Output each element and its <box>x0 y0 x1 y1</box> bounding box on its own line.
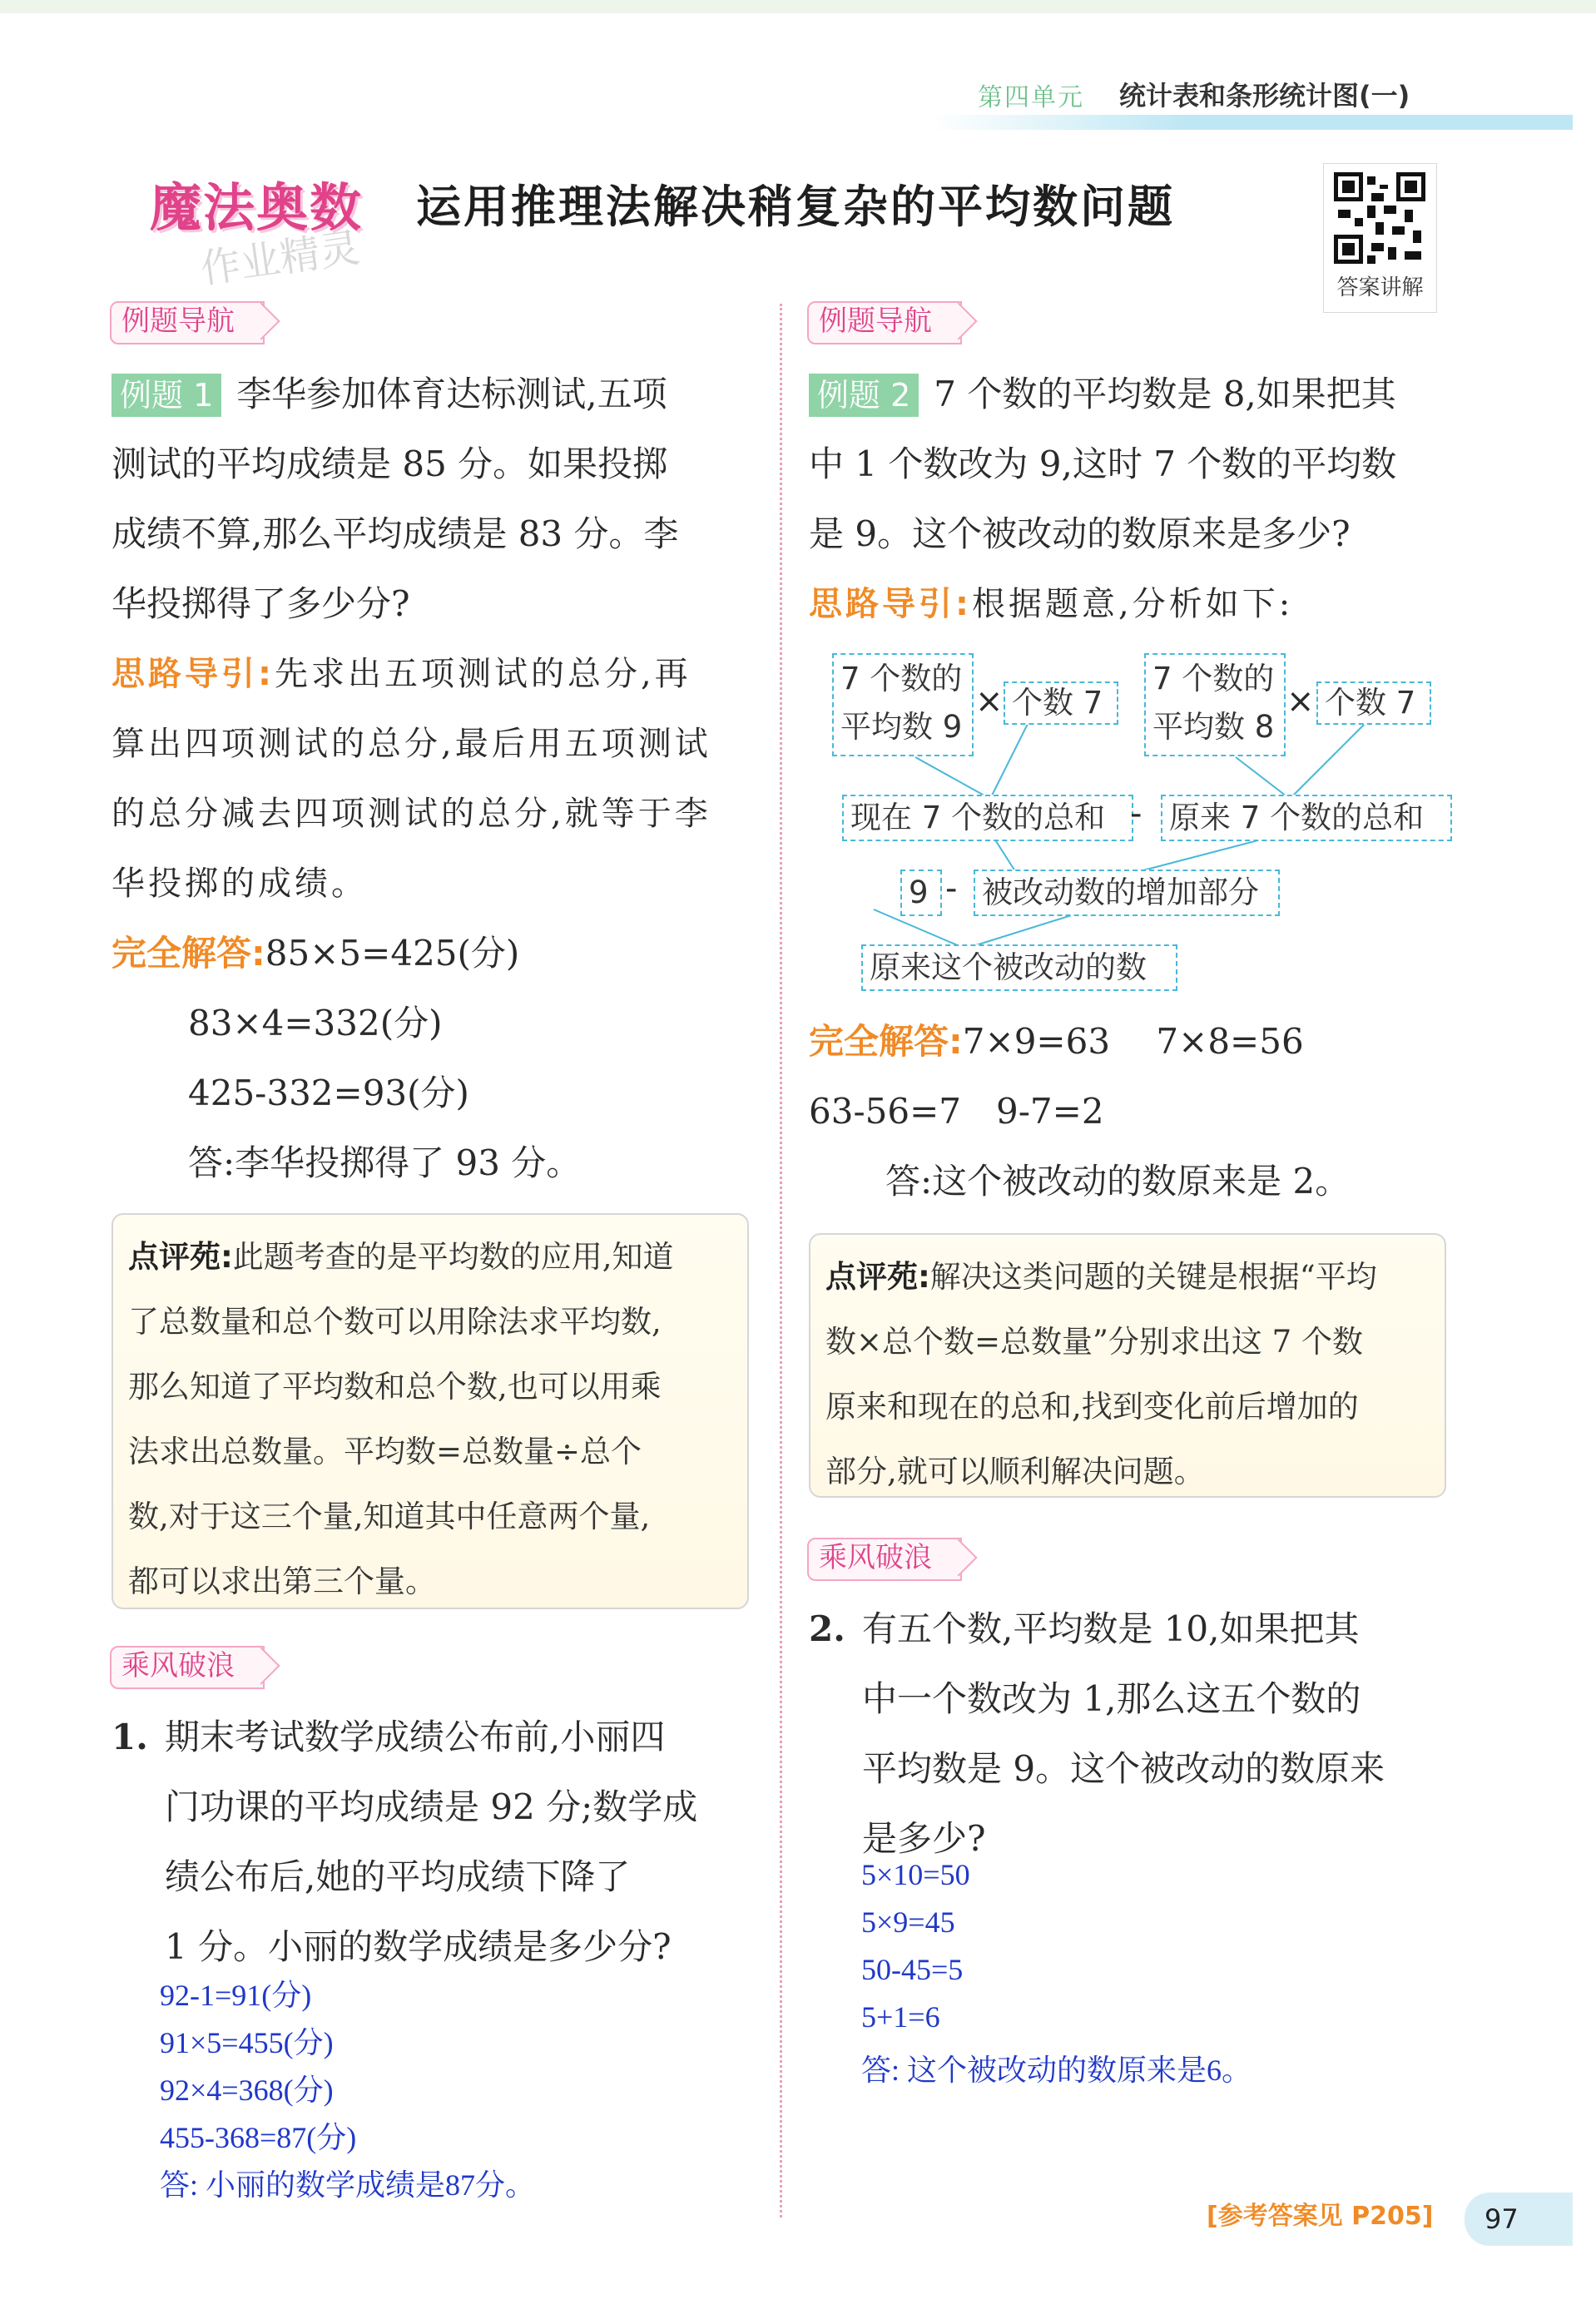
box-avg-9 <box>832 653 974 756</box>
comment-2-title: 点评苑: <box>825 1259 930 1295</box>
hint-1-text: 先求出五项测试的总分,再 <box>275 655 691 693</box>
answer-1-line: 425-332=93(分) <box>188 1073 469 1113</box>
question-1-text: 门功课的平均成绩是 92 分;数学成 <box>165 1786 698 1827</box>
question-1-text: 绩公布后,她的平均成绩下降了 <box>165 1856 631 1897</box>
top-band <box>0 0 1596 13</box>
q1-work-line: 答: 小丽的数学成绩是87分。 <box>160 2168 536 2202</box>
box-avg-9-line: 平均数 9 <box>840 709 963 745</box>
column-divider <box>780 304 782 2217</box>
chapter-title: 统计表和条形统计图(一) <box>1119 80 1410 111</box>
answer-2-label: 完全解答: <box>809 1021 963 1062</box>
comment-1-text: 了总数量和总个数可以用除法求平均数, <box>128 1304 662 1340</box>
question-1-answer <box>160 1972 742 2222</box>
tag-example-nav-left: 例题导航 <box>110 301 265 344</box>
times-symbol: × <box>1286 682 1315 721</box>
box-avg-9-line: 7 个数的 <box>840 661 963 696</box>
example-1-text: 华投掷得了多少分? <box>112 583 410 624</box>
box-original-total: 原来 7 个数的总和 <box>1161 795 1452 841</box>
comment-box-2 <box>809 1233 1446 1498</box>
page-title: 运用推理法解决稍复杂的平均数问题 <box>416 181 1175 233</box>
example-2-label: 例题 2 <box>809 374 919 417</box>
box-increase: 被改动数的增加部分 <box>974 870 1280 916</box>
answer-1-line: 答:李华投掷得了 93 分。 <box>188 1142 582 1183</box>
comment-2-text: 原来和现在的总和,找到变化前后增加的 <box>825 1389 1359 1425</box>
answer-1 <box>112 919 761 1198</box>
example-2-text: 是 9。这个被改动的数原来是多少? <box>809 513 1351 554</box>
hint-1 <box>112 639 761 919</box>
comment-1-text: 数,对于这三个量,知道其中任意两个量, <box>128 1499 651 1534</box>
box-avg-8-line: 平均数 8 <box>1152 709 1275 745</box>
box-current-total: 现在 7 个数的总和 <box>842 795 1133 841</box>
answer-reference: [参考答案见 P205] <box>1207 2202 1434 2231</box>
comment-1-text: 此题考查的是平均数的应用,知道 <box>232 1239 674 1275</box>
comment-1-text: 那么知道了平均数和总个数,也可以用乘 <box>128 1369 662 1405</box>
example-1-first-line <box>112 359 667 429</box>
hint-1-text: 的总分减去四项测试的总分,就等于李 <box>112 795 711 833</box>
q1-work-line: 455-368=87(分) <box>160 2121 357 2154</box>
question-2 <box>809 1594 1458 1877</box>
q2-work-line: 5+1=6 <box>861 2000 940 2034</box>
example-1-text: 李华参加体育达标测试,五项 <box>236 374 667 414</box>
example-1-label: 例题 1 <box>112 374 221 417</box>
q2-work-line: 5×9=45 <box>861 1905 955 1939</box>
box-count-7-b: 个数 7 <box>1316 681 1431 725</box>
header-stripe <box>932 115 1573 130</box>
comment-1-title: 点评苑: <box>128 1239 233 1275</box>
comment-1-text: 都可以求出第三个量。 <box>128 1563 436 1599</box>
hint-1-text: 华投掷的成绩。 <box>112 865 368 903</box>
hint-2-text: 根据题意,分析如下: <box>972 585 1294 623</box>
q1-work-line: 91×5=455(分) <box>160 2026 334 2059</box>
box-avg-8-line: 7 个数的 <box>1152 661 1275 696</box>
question-2-number: 2. <box>809 1608 845 1649</box>
hint-2-label: 思路导引: <box>809 585 972 623</box>
box-avg-8 <box>1144 653 1286 756</box>
example-1 <box>112 359 761 639</box>
box-original-number: 原来这个被改动的数 <box>861 944 1177 991</box>
example-1-text: 测试的平均成绩是 85 分。如果投掷 <box>112 443 668 484</box>
qr-code-panel[interactable] <box>1323 163 1437 313</box>
q1-work-line: 92×4=368(分) <box>160 2074 334 2107</box>
answer-2-line: 7×9=63 7×8=56 <box>962 1021 1304 1062</box>
hint-1-label: 思路导引: <box>112 655 275 693</box>
question-2-answer <box>861 1857 1444 2107</box>
tag-example-nav-right: 例题导航 <box>807 301 962 344</box>
watermark: 作业精灵 <box>197 224 363 294</box>
answer-1-line: 85×5=425(分) <box>265 933 520 974</box>
example-2-text: 中 1 个数改为 9,这时 7 个数的平均数 <box>809 443 1397 484</box>
question-1-number: 1. <box>112 1717 148 1757</box>
hint-2 <box>809 569 1458 639</box>
q2-work-line: 答: 这个被改动的数原来是6。 <box>861 2054 1252 2087</box>
page-number: 97 <box>1465 2193 1573 2246</box>
comment-2-text: 部分,就可以顺利解决问题。 <box>825 1454 1205 1489</box>
qr-code-icon <box>1334 172 1425 264</box>
example-2-text: 7 个数的平均数是 8,如果把其 <box>934 374 1396 414</box>
question-1 <box>112 1702 761 1985</box>
comment-2-text: 解决这类问题的关键是根据“平均 <box>929 1259 1377 1295</box>
question-2-text: 中一个数改为 1,那么这五个数的 <box>862 1678 1361 1719</box>
minus-symbol: - <box>1130 795 1142 833</box>
comment-box-1 <box>112 1213 749 1609</box>
answer-1-line: 83×4=332(分) <box>188 1003 443 1043</box>
example-1-text: 成绩不算,那么平均成绩是 83 分。李 <box>112 513 679 554</box>
times-symbol: × <box>975 682 1004 721</box>
tag-practice-right: 乘风破浪 <box>807 1538 962 1581</box>
q1-work-line: 92-1=91(分) <box>160 1979 312 2012</box>
hint-1-text: 算出四项测试的总分,最后用五项测试 <box>112 725 711 763</box>
analysis-diagram <box>824 645 1456 994</box>
question-2-text: 是多少? <box>862 1818 986 1859</box>
question-1-text: 期末考试数学成绩公布前,小丽四 <box>165 1717 666 1757</box>
answer-2-line: 63-56=7 9-7=2 <box>809 1091 1104 1132</box>
q2-work-line: 5×10=50 <box>861 1858 970 1891</box>
magic-badge: 魔法奥数 <box>150 177 364 238</box>
qr-label: 答案讲解 <box>1336 275 1424 300</box>
question-2-text: 有五个数,平均数是 10,如果把其 <box>862 1608 1360 1649</box>
question-1-text: 1 分。小丽的数学成绩是多少分? <box>165 1926 672 1967</box>
unit-label: 第四单元 <box>978 83 1084 112</box>
tag-practice-left: 乘风破浪 <box>110 1646 265 1689</box>
comment-1-text: 法求出总数量。平均数=总数量÷总个 <box>128 1434 642 1469</box>
minus-symbol: - <box>945 870 958 908</box>
question-2-text: 平均数是 9。这个被改动的数原来 <box>862 1748 1385 1789</box>
example-2 <box>809 359 1458 569</box>
answer-2-line: 答:这个被改动的数原来是 2。 <box>885 1161 1351 1202</box>
answer-2 <box>809 1007 1458 1217</box>
box-count-7-a: 个数 7 <box>1004 681 1118 725</box>
comment-2-text: 数×总个数=总数量”分别求出这 7 个数 <box>825 1324 1363 1360</box>
q2-work-line: 50-45=5 <box>861 1953 964 1986</box>
box-nine: 9 <box>900 870 942 916</box>
answer-1-label: 完全解答: <box>112 933 265 974</box>
